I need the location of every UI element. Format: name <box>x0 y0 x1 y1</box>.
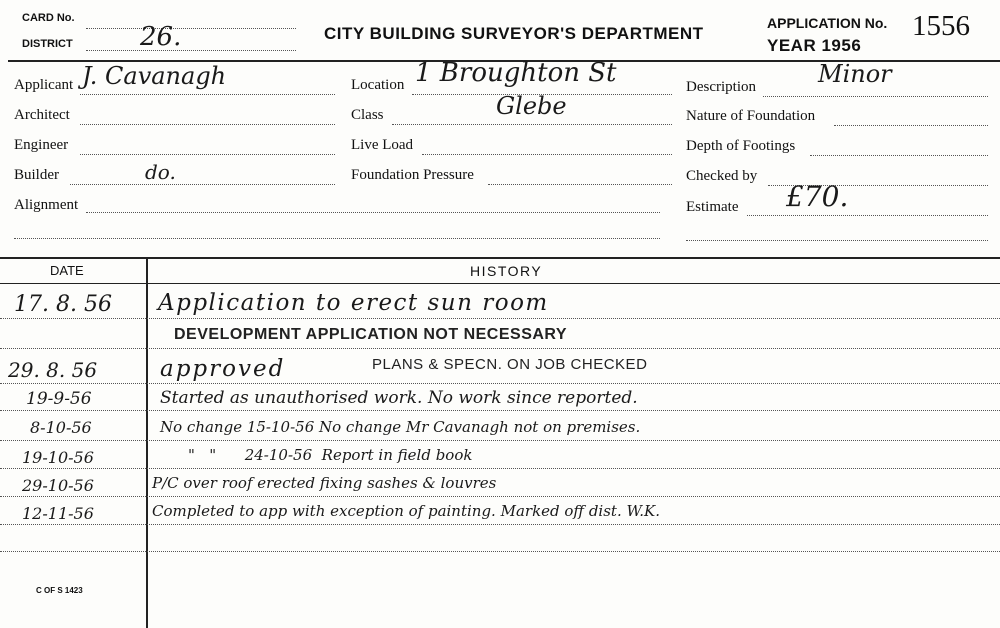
engineer-label: Engineer <box>14 137 69 153</box>
architect-label: Architect <box>14 107 70 123</box>
checked-by-label: Checked by <box>686 168 758 184</box>
alignment-label: Alignment <box>14 197 79 213</box>
history-column-header: HISTORY <box>470 263 543 279</box>
history-text: Completed to app with exception of painting. Marked off dist. W.K. <box>152 502 661 520</box>
location-label: Location <box>351 77 405 93</box>
applicant-label: Applicant <box>14 77 74 93</box>
builder-label: Builder <box>14 167 59 183</box>
history-date: 29-10-56 <box>22 476 94 495</box>
history-text: P/C over roof erected fixing sashes & louvres <box>152 474 497 492</box>
history-text: Started as unauthorised work. No work since reported. <box>160 388 638 408</box>
date-column-header: DATE <box>50 263 84 278</box>
estimate-value: £70. <box>786 180 849 213</box>
foundation-pressure-label: Foundation Pressure <box>351 167 474 183</box>
stamp-development-application: DEVELOPMENT APPLICATION NOT NECESSARY <box>174 326 568 343</box>
builder-value: do. <box>145 160 176 184</box>
depth-of-footings-label: Depth of Footings <box>686 138 796 154</box>
class-value: Glebe <box>496 92 567 120</box>
nature-of-foundation-label: Nature of Foundation <box>686 108 816 124</box>
history-text: " " 24-10-56 Report in field book <box>188 446 473 464</box>
history-date: 17. 8. 56 <box>14 292 112 317</box>
year-label: YEAR 1956 <box>767 36 862 55</box>
live-load-label: Live Load <box>351 137 414 153</box>
applicant-value: J. Cavanagh <box>82 62 227 90</box>
history-date: 29. 8. 56 <box>8 358 98 382</box>
form-code: C OF S 1423 <box>36 586 83 595</box>
stamp-plans-checked: PLANS & SPECN. ON JOB CHECKED <box>372 356 648 373</box>
district-value: 26. <box>140 22 182 52</box>
estimate-label: Estimate <box>686 199 739 215</box>
department-title: CITY BUILDING SURVEYOR'S DEPARTMENT <box>324 24 704 43</box>
district-label: DISTRICT <box>22 38 73 50</box>
history-date: 19-9-56 <box>26 389 92 409</box>
history-text: approved <box>160 356 286 382</box>
description-value: Minor <box>818 60 892 88</box>
history-date: 8-10-56 <box>30 418 92 437</box>
location-value: 1 Broughton St <box>415 58 617 88</box>
class-label: Class <box>351 107 384 123</box>
history-date: 19-10-56 <box>22 448 94 467</box>
history-date: 12-11-56 <box>22 504 94 523</box>
card-no-label: CARD No. <box>22 12 75 24</box>
history-text: Application to erect sun room <box>158 290 549 316</box>
application-no: 1556 <box>912 10 970 42</box>
history-text: No change 15-10-56 No change Mr Cavanagh not on premises. <box>160 418 641 436</box>
description-label: Description <box>686 79 756 95</box>
application-no-label: APPLICATION No. <box>767 15 888 31</box>
